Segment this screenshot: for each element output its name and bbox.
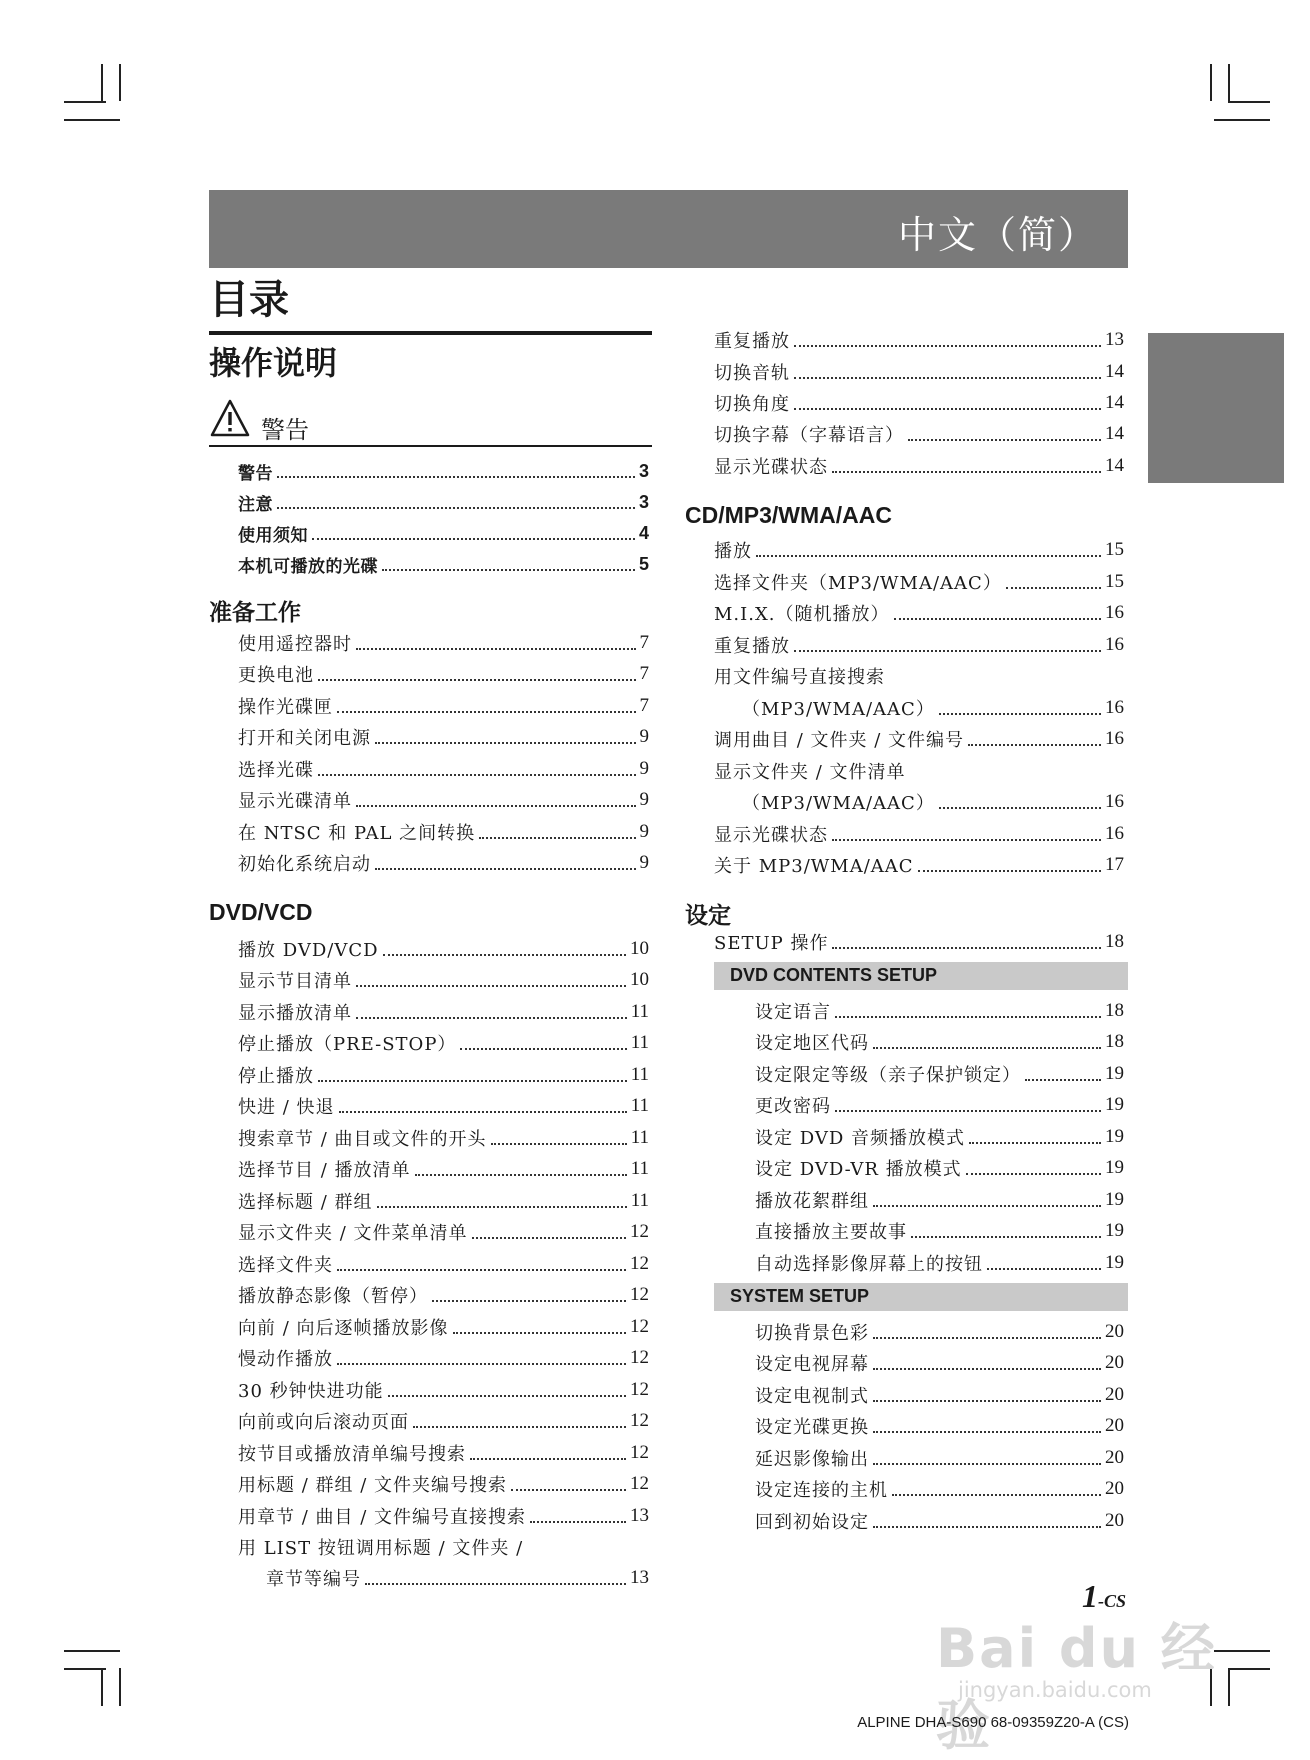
toc-page: 16 [1105,634,1124,655]
toc-title: 设定地区代码 [755,1033,869,1054]
toc-title: 自动选择影像屏幕上的按钮 [755,1254,983,1275]
toc-entry[interactable] [238,488,649,516]
leader-dots [479,837,635,839]
toc-title: 延迟影像输出 [755,1449,869,1470]
toc-entry[interactable] [755,1217,1124,1245]
toc-page: 11 [630,1158,649,1179]
toc-entry[interactable] [238,1155,649,1183]
leader-dots [873,1400,1101,1402]
divider [209,331,652,335]
toc-entry[interactable] [755,1349,1124,1377]
crop-mark [64,1650,120,1652]
toc-page: 10 [630,969,649,990]
toc-title: 显示节目清单 [238,971,352,992]
toc-page: 12 [630,1473,649,1494]
toc-entry[interactable] [755,1028,1124,1056]
toc-title: 播放静态影像（暂停） [238,1286,428,1307]
leader-dots [383,954,626,956]
leader-dots [873,1047,1101,1049]
toc-entry[interactable] [238,519,649,547]
leader-dots [453,1332,626,1334]
toc-title: 显示光碟状态 [714,825,828,846]
toc-page: 12 [630,1253,649,1274]
leader-dots [337,1363,626,1365]
toc-title: 调用曲目 / 文件夹 / 文件编号 [714,730,965,751]
leader-dots [756,555,1101,557]
toc-title: 回到初始设定 [755,1512,869,1533]
toc-entry[interactable] [755,1249,1124,1277]
toc-entry[interactable] [238,786,649,814]
leader-dots [1006,587,1101,589]
leader-dots [318,774,636,776]
toc-entry[interactable] [238,1502,649,1530]
toc-title: 初始化系统启动 [238,854,371,875]
leader-dots [939,713,1101,715]
toc-entry[interactable] [238,935,649,963]
toc-title: 播放花絮群组 [755,1191,869,1212]
toc-title: 设定光碟更换 [755,1417,869,1438]
toc-title: 选择标题 / 群组 [238,1192,373,1213]
toc-entry[interactable] [238,1344,649,1372]
footer-code: ALPINE DHA-S690 68-09359Z20-A (CS) [857,1714,1129,1731]
leader-dots [794,377,1101,379]
toc-entry[interactable] [266,1564,649,1592]
leader-dots [388,1395,626,1397]
toc-entry[interactable] [238,723,649,751]
toc-title: 切换音轨 [714,363,790,384]
toc-page: 19 [1105,1063,1124,1084]
leader-dots [415,1174,627,1176]
toc-page: 11 [630,1127,649,1148]
toc-title: 显示文件夹 / 文件菜单清单 [238,1223,468,1244]
toc-entry[interactable] [755,1154,1124,1182]
side-tab-marker [1148,333,1284,483]
toc-page: 12 [630,1221,649,1242]
toc-page: 14 [1105,392,1124,413]
leader-dots [892,1494,1101,1496]
toc-page: 16 [1105,823,1124,844]
toc-entry[interactable] [238,1376,649,1404]
toc-page: 19 [1105,1189,1124,1210]
section-heading-dvd: DVD/VCD [209,899,313,925]
toc-page: 17 [1105,854,1124,875]
toc-entry[interactable] [238,1470,649,1498]
toc-page: 14 [1105,361,1124,382]
toc-entry[interactable] [714,358,1124,386]
toc-page: 14 [1105,455,1124,476]
toc-title: 选择文件夹（MP3/WMA/AAC） [714,573,1002,594]
crop-mark [119,64,121,101]
toc-title: 本机可播放的光碟 [238,556,378,577]
toc-page: 18 [1105,1031,1124,1052]
leader-dots [432,1300,626,1302]
toc-entry[interactable] [238,457,649,485]
toc-page: 9 [639,726,649,747]
toc-title: 用章节 / 曲目 / 文件编号直接搜索 [238,1507,527,1528]
toc-entry[interactable] [714,820,1124,848]
toc-page: 20 [1105,1352,1124,1373]
leader-dots [375,868,636,870]
leader-dots [312,538,635,540]
leader-dots [460,1048,626,1050]
toc-title: 用 LIST 按钮调用标题 / 文件夹 / [238,1538,524,1559]
toc-title: 向前或向后滚动页面 [238,1412,409,1433]
toc-title: 更换电池 [238,665,314,686]
toc-page: 20 [1105,1478,1124,1499]
crop-mark [1228,64,1230,101]
toc-page: 11 [630,1001,649,1022]
leader-dots [873,1431,1101,1433]
toc-page: 11 [630,1095,649,1116]
toc-entry[interactable] [714,928,1124,956]
toc-page: 20 [1105,1384,1124,1405]
toc-title: （MP3/WMA/AAC） [742,699,935,720]
crop-mark [64,119,120,121]
leader-dots [318,1080,627,1082]
toc-page: 7 [639,695,649,716]
toc-page: 9 [639,852,649,873]
leader-dots [375,742,636,744]
toc-title: 搜索章节 / 曲目或文件的开头 [238,1129,487,1150]
toc-entry[interactable] [755,1507,1124,1535]
toc-entry[interactable] [755,1412,1124,1440]
leader-dots [1025,1079,1101,1081]
leader-dots [794,650,1101,652]
toc-page: 13 [630,1567,649,1588]
toc-title: 使用遥控器时 [238,634,352,655]
operations-title: 操作说明 [209,344,338,382]
toc-entry[interactable] [238,849,649,877]
page-number-value: 1 [1082,1578,1098,1614]
warning-heading [209,398,652,447]
toc-title: M.I.X.（随机播放） [714,604,890,625]
leader-dots [794,345,1101,347]
toc-title: （MP3/WMA/AAC） [742,793,935,814]
section-heading-cd: CD/MP3/WMA/AAC [685,502,892,528]
toc-title: 在 NTSC 和 PAL 之间转换 [238,823,476,844]
leader-dots [939,807,1101,809]
toc-title: 向前 / 向后逐帧播放影像 [238,1318,449,1339]
toc-page: 19 [1105,1126,1124,1147]
toc-title: 播放 [714,541,752,562]
toc-title: 切换字幕（字幕语言） [714,425,904,446]
toc-page: 15 [1105,539,1124,560]
toc-page: 19 [1105,1252,1124,1273]
leader-dots [873,1368,1101,1370]
leader-dots [873,1463,1101,1465]
leader-dots [470,1458,626,1460]
toc-title: 显示光碟状态 [714,457,828,478]
crop-mark [64,1668,106,1670]
toc-title: 设定连接的主机 [755,1480,888,1501]
page-title: 目录 [209,277,289,323]
toc-page: 12 [630,1410,649,1431]
toc-entry[interactable] [238,1533,649,1561]
leader-dots [987,1268,1101,1270]
leader-dots [530,1521,626,1523]
section-heading-prep: 准备工作 [209,600,301,626]
toc-title: 播放 DVD/VCD [238,940,379,961]
toc-entry[interactable] [238,550,649,578]
toc-entry[interactable] [714,725,1124,753]
toc-entry[interactable] [238,1187,649,1215]
toc-entry[interactable] [755,1186,1124,1214]
crop-mark [119,1668,121,1706]
toc-title: 更改密码 [755,1096,831,1117]
toc-title: 按节目或播放清单编号搜索 [238,1444,466,1465]
crop-mark [1210,64,1212,101]
toc-entry[interactable] [742,788,1124,816]
toc-page: 19 [1105,1157,1124,1178]
toc-entry[interactable] [238,1439,649,1467]
toc-page: 16 [1105,791,1124,812]
toc-title: 设定 DVD 音频播放模式 [755,1128,965,1149]
toc-entry[interactable] [714,851,1124,879]
toc-entry[interactable] [238,1313,649,1341]
toc-page: 20 [1105,1447,1124,1468]
toc-page: 15 [1105,571,1124,592]
toc-title: 直接播放主要故事 [755,1222,907,1243]
toc-title: 显示光碟清单 [238,791,352,812]
leader-dots [832,471,1101,473]
leader-dots [356,648,636,650]
leader-dots [918,870,1101,872]
toc-entry[interactable] [755,1475,1124,1503]
toc-page: 3 [638,460,649,481]
toc-page: 5 [638,553,649,574]
leader-dots [969,1142,1101,1144]
toc-page: 14 [1105,423,1124,444]
dvd-contents-setup-bar [714,962,1128,990]
toc-title: 设定限定等级（亲子保护锁定） [755,1065,1021,1086]
leader-dots [794,408,1101,410]
toc-page: 13 [630,1505,649,1526]
leader-dots [873,1205,1101,1207]
toc-entry[interactable] [742,694,1124,722]
leader-dots [356,1017,627,1019]
toc-page: 9 [639,789,649,810]
toc-page: 13 [1105,329,1124,350]
toc-entry[interactable] [238,818,649,846]
leader-dots [356,805,636,807]
leader-dots [337,1269,626,1271]
toc-title: 设定语言 [755,1002,831,1023]
toc-entry[interactable] [714,536,1124,564]
toc-page: 12 [630,1284,649,1305]
crop-mark [1228,101,1270,103]
leader-dots [911,1236,1101,1238]
section-heading-setup: 设定 [685,903,731,929]
toc-entry[interactable] [714,420,1124,448]
toc-page: 9 [639,821,649,842]
leader-dots [318,679,636,681]
toc-page: 18 [1105,1000,1124,1021]
watermark-main: Bai du 经验 [936,1617,1217,1757]
leader-dots [873,1526,1101,1528]
toc-page: 9 [639,758,649,779]
toc-title: 使用须知 [238,525,308,546]
leader-dots [835,1016,1101,1018]
toc-entry[interactable] [714,757,1124,785]
toc-title: 警告 [238,463,273,484]
toc-title: 关于 MP3/WMA/AAC [714,856,914,877]
leader-dots [894,618,1101,620]
toc-page: 16 [1105,728,1124,749]
language-banner [209,190,1128,268]
toc-entry[interactable] [714,452,1124,480]
warning-label: 警告 [261,416,309,444]
toc-title: 选择文件夹 [238,1255,333,1276]
crop-mark [101,1668,103,1706]
subsection-heading: SYSTEM SETUP [730,1286,870,1306]
toc-page: 18 [1105,931,1124,952]
page-number-suffix: -CS [1098,1591,1127,1611]
toc-entry[interactable] [755,1381,1124,1409]
toc-title: 快进 / 快退 [238,1097,335,1118]
leader-dots [277,476,635,478]
toc-title: 注意 [238,494,273,515]
toc-entry[interactable] [238,1124,649,1152]
toc-entry[interactable] [238,1029,649,1057]
toc-title: 打开和关闭电源 [238,728,371,749]
leader-dots [377,1206,627,1208]
crop-mark [101,64,103,101]
toc-page: 12 [630,1442,649,1463]
toc-entry[interactable] [755,1060,1124,1088]
toc-entry[interactable] [238,1281,649,1309]
toc-title: 用标题 / 群组 / 文件夹编号搜索 [238,1475,508,1496]
toc-title: 设定电视屏幕 [755,1354,869,1375]
toc-title: SETUP 操作 [714,933,829,954]
toc-page: 20 [1105,1321,1124,1342]
toc-title: 设定 DVD-VR 播放模式 [755,1159,962,1180]
toc-page: 7 [639,663,649,684]
warning-triangle-icon [209,398,251,438]
toc-page: 11 [630,1032,649,1053]
subsection-heading: DVD CONTENTS SETUP [730,965,938,985]
page-number [1082,1578,1126,1615]
toc-page: 16 [1105,697,1124,718]
crop-mark [64,101,106,103]
toc-entry[interactable] [714,599,1124,627]
leader-dots [908,439,1101,441]
toc-entry[interactable] [238,1061,649,1089]
toc-title: 选择节目 / 播放清单 [238,1160,411,1181]
leader-dots [339,1111,627,1113]
toc-page: 4 [638,522,649,543]
toc-entry[interactable] [714,568,1124,596]
toc-page: 10 [630,938,649,959]
toc-entry[interactable] [238,755,649,783]
toc-entry[interactable] [238,692,649,720]
toc-page: 20 [1105,1415,1124,1436]
toc-title: 显示播放清单 [238,1003,352,1024]
toc-title: 30 秒钟快进功能 [238,1381,384,1402]
toc-page: 12 [630,1347,649,1368]
leader-dots [337,711,636,713]
toc-title: 停止播放（PRE-STOP） [238,1034,457,1055]
system-setup-bar [714,1283,1128,1311]
leader-dots [277,507,635,509]
toc-title: 设定电视制式 [755,1386,869,1407]
toc-page: 11 [630,1190,649,1211]
toc-entry[interactable] [714,662,1124,690]
toc-page: 7 [639,632,649,653]
toc-title: 慢动作播放 [238,1349,333,1370]
toc-page: 19 [1105,1094,1124,1115]
toc-entry[interactable] [755,1123,1124,1151]
leader-dots [966,1173,1101,1175]
leader-dots [968,744,1101,746]
toc-title: 用文件编号直接搜索 [714,667,885,688]
toc-page: 12 [630,1379,649,1400]
toc-entry[interactable] [238,1250,649,1278]
toc-title: 切换背景色彩 [755,1323,869,1344]
toc-title: 选择光碟 [238,760,314,781]
toc-title: 重复播放 [714,331,790,352]
leader-dots [832,947,1101,949]
language-label: 中文（简） [897,213,1098,257]
leader-dots [511,1489,626,1491]
toc-entry[interactable] [714,326,1124,354]
toc-entry[interactable] [238,1092,649,1120]
leader-dots [356,985,626,987]
leader-dots [491,1143,627,1145]
toc-entry[interactable] [714,631,1124,659]
leader-dots [413,1426,626,1428]
toc-title: 操作光碟匣 [238,697,333,718]
toc-entry[interactable] [238,1218,649,1246]
toc-entry[interactable] [755,1091,1124,1119]
toc-entry[interactable] [238,966,649,994]
leader-dots [835,1110,1101,1112]
leader-dots [382,569,635,571]
toc-title: 停止播放 [238,1066,314,1087]
toc-page: 20 [1105,1510,1124,1531]
toc-entry[interactable] [755,1318,1124,1346]
toc-title: 显示文件夹 / 文件清单 [714,762,906,783]
leader-dots [832,839,1101,841]
toc-entry[interactable] [755,1444,1124,1472]
toc-page: 3 [638,491,649,512]
toc-title: 章节等编号 [266,1569,361,1590]
toc-entry[interactable] [238,660,649,688]
toc-entry[interactable] [714,389,1124,417]
toc-page: 11 [630,1064,649,1085]
toc-entry[interactable] [238,629,649,657]
crop-mark [1214,119,1270,121]
toc-title: 重复播放 [714,636,790,657]
leader-dots [365,1583,626,1585]
toc-entry[interactable] [238,998,649,1026]
toc-entry[interactable] [755,997,1124,1025]
watermark-sub: jingyan.baidu.com [958,1678,1152,1702]
toc-page: 19 [1105,1220,1124,1241]
toc-title: 切换角度 [714,394,790,415]
toc-page: 16 [1105,602,1124,623]
toc-page: 12 [630,1316,649,1337]
leader-dots [472,1237,626,1239]
toc-entry[interactable] [238,1407,649,1435]
leader-dots [873,1337,1101,1339]
